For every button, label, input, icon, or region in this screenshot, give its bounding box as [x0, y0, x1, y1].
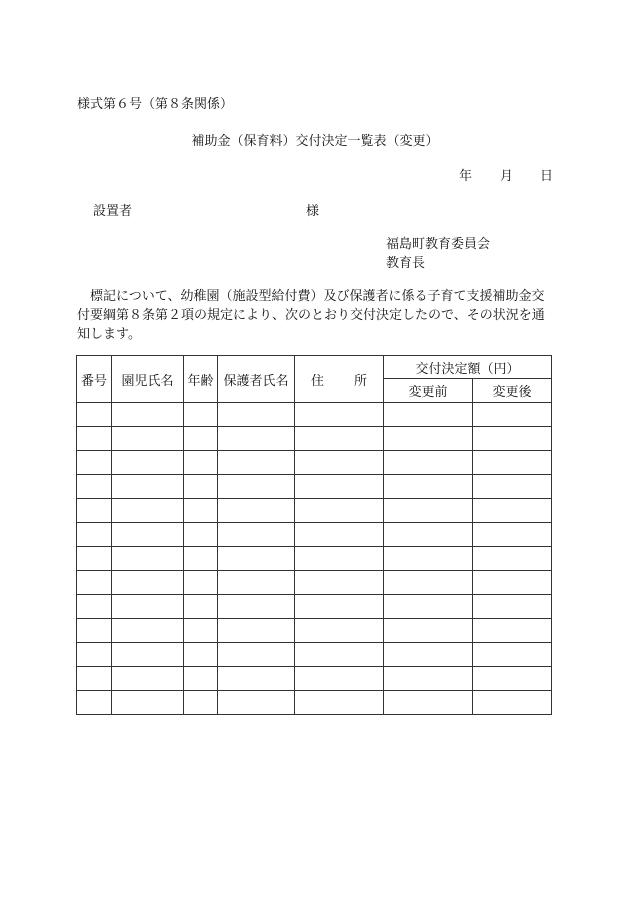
table-row: [77, 643, 552, 667]
table-body: [77, 403, 552, 715]
col-header-before: 変更前: [384, 379, 473, 403]
col-header-address-2: 所: [354, 373, 368, 389]
table-cell: [295, 595, 384, 619]
table-cell: [384, 595, 473, 619]
table-cell: [384, 451, 473, 475]
table-cell: [77, 523, 112, 547]
table-cell: [184, 547, 218, 571]
issuer-organization: 福島町教育委員会: [386, 237, 491, 252]
table-cell: [77, 619, 112, 643]
table-cell: [112, 475, 184, 499]
table-cell: [77, 403, 112, 427]
table-cell: [184, 475, 218, 499]
table-cell: [77, 571, 112, 595]
table-cell: [112, 691, 184, 715]
table-row: [77, 523, 552, 547]
table-cell: [112, 667, 184, 691]
table-cell: [218, 571, 295, 595]
table-cell: [218, 499, 295, 523]
col-header-child-name: 園児氏名: [112, 356, 184, 403]
col-header-guardian-name: 保護者氏名: [218, 356, 295, 403]
table-cell: [218, 691, 295, 715]
table-cell: [295, 475, 384, 499]
form-number: 様式第６号（第８条関係）: [77, 97, 234, 112]
table-cell: [218, 475, 295, 499]
table-cell: [184, 643, 218, 667]
table-cell: [473, 619, 552, 643]
col-header-after: 変更後: [473, 379, 552, 403]
table-cell: [384, 499, 473, 523]
table-cell: [112, 571, 184, 595]
table-cell: [295, 667, 384, 691]
table-cell: [295, 523, 384, 547]
table-cell: [112, 619, 184, 643]
table-cell: [77, 667, 112, 691]
table-cell: [112, 427, 184, 451]
table-cell: [295, 403, 384, 427]
table-row: [77, 451, 552, 475]
table-cell: [295, 451, 384, 475]
table-cell: [295, 547, 384, 571]
table-cell: [473, 403, 552, 427]
table-cell: [77, 691, 112, 715]
table-cell: [184, 523, 218, 547]
table-cell: [218, 451, 295, 475]
table-cell: [218, 667, 295, 691]
col-header-address-1: 住: [310, 373, 324, 389]
date-year-label: 年: [459, 169, 473, 184]
issuer-title: 教育長: [386, 256, 426, 271]
table-cell: [295, 643, 384, 667]
body-text: [77, 287, 555, 344]
table-cell: [184, 427, 218, 451]
table-cell: [112, 595, 184, 619]
table-cell: [473, 643, 552, 667]
table-cell: [112, 499, 184, 523]
col-header-amount-group: 交付決定額（円）: [384, 356, 552, 379]
table-cell: [473, 571, 552, 595]
table-cell: [184, 403, 218, 427]
table-cell: [112, 547, 184, 571]
body-indent: [77, 289, 90, 304]
table-cell: [384, 691, 473, 715]
table-cell: [184, 691, 218, 715]
table-cell: [77, 451, 112, 475]
table-cell: [112, 403, 184, 427]
table-cell: [218, 643, 295, 667]
table-cell: [218, 427, 295, 451]
table-row: [77, 691, 552, 715]
table-cell: [184, 595, 218, 619]
table-cell: [218, 595, 295, 619]
table-cell: [473, 595, 552, 619]
table-cell: [184, 571, 218, 595]
date-month-label: 月: [500, 169, 514, 184]
table-cell: [218, 523, 295, 547]
decision-table: [76, 355, 552, 715]
table-cell: [295, 571, 384, 595]
table-cell: [77, 643, 112, 667]
table-cell: [473, 523, 552, 547]
table-cell: [218, 403, 295, 427]
table-row: [77, 427, 552, 451]
table-cell: [77, 427, 112, 451]
table-row: [77, 475, 552, 499]
table-cell: [77, 547, 112, 571]
table-cell: [112, 451, 184, 475]
table-cell: [473, 547, 552, 571]
document-title: 補助金（保育料）交付決定一覧表（変更）: [191, 134, 439, 149]
table-row: [77, 571, 552, 595]
installer-label: 設置者: [93, 204, 133, 219]
table-cell: [112, 643, 184, 667]
table-cell: [384, 403, 473, 427]
table-row: [77, 595, 552, 619]
table-cell: [184, 619, 218, 643]
table-cell: [77, 475, 112, 499]
table-row: [77, 403, 552, 427]
table-cell: [184, 499, 218, 523]
body-text-content: 標記について、幼稚園（施設型給付費）及び保護者に係る子育て支援補助金交付要綱第８条第２項の規定により、次のとおり交付決定したので、その状況を通知します。: [77, 289, 545, 342]
table-cell: [77, 595, 112, 619]
table-cell: [473, 667, 552, 691]
table-row: [77, 619, 552, 643]
table-cell: [184, 667, 218, 691]
table-cell: [473, 691, 552, 715]
col-header-address: [295, 356, 384, 403]
table-cell: [295, 691, 384, 715]
table-row: [77, 547, 552, 571]
table-cell: [384, 643, 473, 667]
table-cell: [384, 475, 473, 499]
table-cell: [384, 427, 473, 451]
table-cell: [77, 499, 112, 523]
col-header-number: 番号: [77, 356, 112, 403]
table-cell: [473, 451, 552, 475]
table-cell: [184, 451, 218, 475]
table-row: [77, 499, 552, 523]
table-cell: [384, 571, 473, 595]
table-cell: [218, 547, 295, 571]
table-cell: [384, 619, 473, 643]
table-cell: [295, 427, 384, 451]
table-row: [77, 667, 552, 691]
installer-honorific: 様: [306, 204, 320, 219]
table-cell: [384, 547, 473, 571]
table-cell: [473, 475, 552, 499]
table-cell: [384, 523, 473, 547]
table-cell: [112, 523, 184, 547]
table-cell: [295, 499, 384, 523]
col-header-age: 年齢: [184, 356, 218, 403]
table-cell: [384, 667, 473, 691]
table-cell: [295, 619, 384, 643]
table-cell: [473, 427, 552, 451]
table-cell: [218, 619, 295, 643]
table-cell: [473, 499, 552, 523]
date-day-label: 日: [540, 169, 554, 184]
